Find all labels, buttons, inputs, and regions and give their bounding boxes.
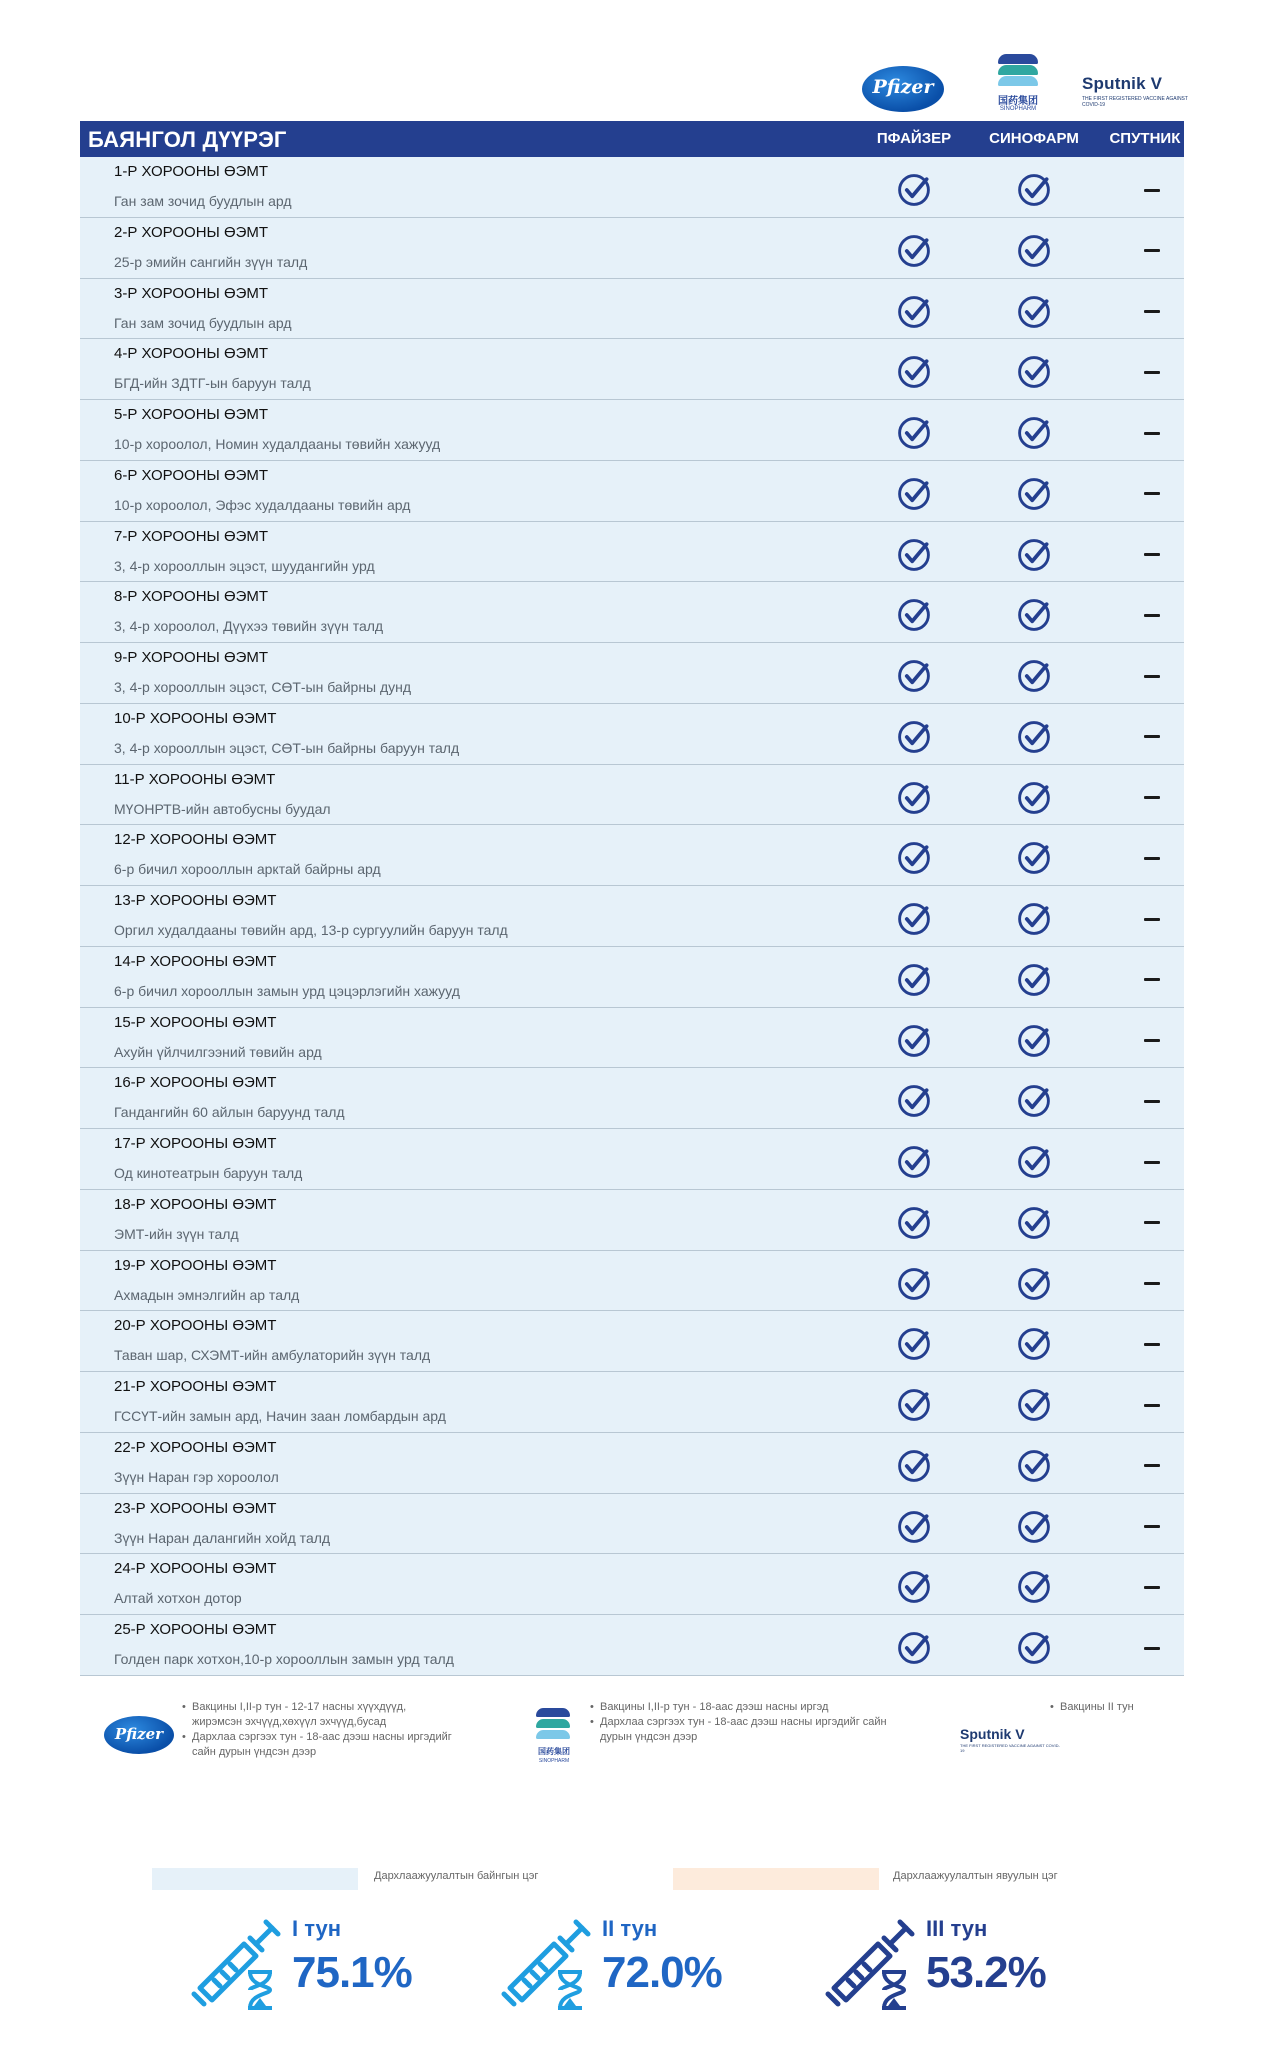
station-name: 25-Р ХОРООНЫ ӨЭМТ [114, 1621, 277, 1638]
pfizer-check-icon [854, 781, 974, 815]
station-address: 10-р хороолол, Эфэс худалдааны төвийн ард [114, 496, 411, 513]
sinopharm-check-icon [974, 1570, 1094, 1604]
sputnik-dash-icon [1092, 1267, 1212, 1301]
sinopharm-legend-text: • Вакцины I,II-р тун - 18-аас дээш насны иргэд • Дархлаа сэргээх тун - 18-аас дээш насны иргэдийг сайн дурын үндсэн дээр [590, 1700, 890, 1745]
pfizer-check-icon [854, 598, 974, 632]
pfizer-check-icon [854, 1024, 974, 1058]
sputnik-dash-icon [1092, 1510, 1212, 1544]
station-address: Ган зам зочид буудлын ард [114, 193, 292, 209]
station-name: 22-Р ХОРООНЫ ӨЭМТ [114, 1438, 277, 1456]
sinopharm-check-icon [974, 1327, 1094, 1361]
table-row [80, 339, 1184, 400]
dose-3-label: III тун [926, 1916, 988, 1941]
table-row [80, 947, 1184, 1008]
sputnik-dash-icon [1092, 355, 1212, 389]
table-row [80, 1494, 1184, 1555]
sputnik-dash-icon [1092, 1327, 1212, 1361]
pfizer-check-icon [854, 963, 974, 997]
sinopharm-check-icon [974, 1024, 1094, 1058]
sputnik-dash-icon [1092, 1206, 1212, 1240]
pfizer-check-icon [854, 1084, 974, 1118]
sputnik-dash-icon [1092, 1449, 1212, 1483]
sputnik-legend-text: • Вакцины II тун [1050, 1700, 1170, 1715]
station-address: ЭМТ-ийн зүүн талд [114, 1225, 239, 1242]
pfizer-check-icon [854, 295, 974, 329]
pfizer-check-icon [854, 538, 974, 572]
sputnik-dash-icon [1092, 538, 1212, 572]
sinopharm-check-icon [974, 234, 1094, 268]
station-address: Гандангийн 60 айлын баруунд талд [114, 1104, 345, 1121]
sputnik-logo: Sputnik V THE FIRST REGISTERED VACCINE AGAINST COVID-19 [1082, 74, 1188, 108]
mobile-point-swatch [673, 1868, 879, 1890]
station-name: 17-Р ХОРООНЫ ӨЭМТ [114, 1135, 277, 1152]
sinopharm-check-icon [974, 1267, 1094, 1301]
sinopharm-check-icon [974, 1145, 1094, 1179]
table-row [80, 1554, 1184, 1615]
station-name: 14-Р ХОРООНЫ ӨЭМТ [114, 952, 277, 970]
station-address: 3, 4-р хорооллын эцэст, СӨТ-ын байрны дунд [114, 679, 412, 695]
station-name: 19-Р ХОРООНЫ ӨЭМТ [114, 1256, 277, 1274]
sinopharm-check-icon [974, 963, 1094, 997]
station-name: 3-Р ХОРООНЫ ӨЭМТ [114, 284, 269, 302]
sinopharm-check-icon [974, 1084, 1094, 1118]
station-address: 25-р эмийн сангийн зүүн талд [114, 253, 308, 270]
station-name: 4-Р ХОРООНЫ ӨЭМТ [114, 345, 269, 363]
pfizer-check-icon [854, 173, 974, 207]
table-row [80, 1190, 1184, 1251]
pfizer-check-icon [854, 1631, 974, 1665]
station-address: ГССҮТ-ийн замын ард, Начин заан ломбардын ард [114, 1408, 446, 1424]
station-name: 12-Р ХОРООНЫ ӨЭМТ [114, 831, 277, 849]
table-row [80, 1372, 1184, 1433]
vaccine-legend [100, 1700, 1200, 1800]
pfizer-check-icon [854, 720, 974, 754]
dose-3-percent: 53.2% [926, 1948, 1046, 1997]
vaccine-logos [860, 52, 1190, 118]
station-name: 9-Р ХОРООНЫ ӨЭМТ [114, 649, 269, 666]
table-row [80, 1311, 1184, 1372]
sputnik-dash-icon [1092, 781, 1212, 815]
station-name: 8-Р ХОРООНЫ ӨЭМТ [114, 588, 269, 606]
sputnik-dash-icon [1092, 963, 1212, 997]
station-name: 24-Р ХОРООНЫ ӨЭМТ [114, 1560, 277, 1578]
table-row [80, 643, 1184, 704]
table-row [80, 1129, 1184, 1190]
pfizer-check-icon [854, 1510, 974, 1544]
sinopharm-check-icon [974, 355, 1094, 389]
table-row [80, 461, 1184, 522]
sputnik-dash-icon [1092, 477, 1212, 511]
table-row [80, 1251, 1184, 1312]
pfizer-legend-text: • Вакцины I,II-р тун - 12-17 насны хүүхдүүд, жирэмсэн эхчүүд,хөхүүл эхчүүд,бусад • Дархлаа сэргээх тун - 18-аас дээш насны иргэдийг сайн дурын үндсэн дээр [182, 1700, 452, 1760]
sinopharm-check-icon [974, 781, 1094, 815]
pfizer-check-icon [854, 234, 974, 268]
station-address: Ахуйн үйлчилгээний төвийн ард [114, 1043, 322, 1060]
table-row [80, 1433, 1184, 1494]
sputnik-dash-icon [1092, 416, 1212, 450]
dose-1-label: I тун [292, 1916, 342, 1941]
sputnik-dash-icon [1092, 720, 1212, 754]
station-name: 1-Р ХОРООНЫ ӨЭМТ [114, 163, 269, 180]
pfizer-check-icon [854, 1388, 974, 1422]
dose-2-stat [496, 1908, 796, 2018]
table-row [80, 1008, 1184, 1069]
table-row [80, 218, 1184, 279]
sputnik-dash-icon [1092, 841, 1212, 875]
pfizer-check-icon [854, 1267, 974, 1301]
station-name: 13-Р ХОРООНЫ ӨЭМТ [114, 892, 277, 909]
table-body [80, 157, 1184, 1676]
sputnik-dash-icon [1092, 598, 1212, 632]
station-address: 6-р бичил хорооллын арктай байрны ард [114, 861, 381, 878]
sputnik-dash-icon [1092, 1388, 1212, 1422]
syringe-hourglass-icon [186, 1908, 296, 2018]
pfizer-check-icon [854, 1327, 974, 1361]
fixed-point-label: Дархлаажуулалтын байнгын цэг [374, 1870, 539, 1882]
pfizer-check-icon [854, 659, 974, 693]
pfizer-logo: Pfizer [862, 66, 944, 112]
mobile-point-label: Дархлаажуулалтын явуулын цэг [893, 1870, 1058, 1882]
station-address: 3, 4-р хорооллын эцэст, шуудангийн урд [114, 557, 375, 574]
sinopharm-check-icon [974, 1631, 1094, 1665]
station-name: 23-Р ХОРООНЫ ӨЭМТ [114, 1499, 277, 1517]
station-address: Зүүн Наран далангийн хойд талд [114, 1529, 331, 1546]
pfizer-check-icon [854, 1206, 974, 1240]
station-name: 11-Р ХОРООНЫ ӨЭМТ [114, 770, 276, 788]
station-address: Оргил худалдааны төвийн ард, 13-р сургуулийн баруун талд [114, 922, 508, 938]
sinopharm-check-icon [974, 1388, 1094, 1422]
station-name: 16-Р ХОРООНЫ ӨЭМТ [114, 1074, 277, 1092]
table-row [80, 765, 1184, 826]
station-address: Голден парк хотхон,10-р хорооллын замын урд талд [114, 1651, 454, 1667]
sputnik-dash-icon [1092, 1145, 1212, 1179]
fixed-point-swatch [152, 1868, 358, 1890]
table-row [80, 1615, 1184, 1676]
pfizer-check-icon [854, 1449, 974, 1483]
station-address: Ахмадын эмнэлгийн ар талд [114, 1286, 300, 1303]
dose-1-stat [186, 1908, 486, 2018]
syringe-hourglass-icon [496, 1908, 606, 2018]
station-address: 10-р хороолол, Номин худалдааны төвийн хажууд [114, 436, 441, 452]
station-name: 18-Р ХОРООНЫ ӨЭМТ [114, 1195, 277, 1213]
station-name: 5-Р ХОРООНЫ ӨЭМТ [114, 406, 269, 423]
table-row [80, 704, 1184, 765]
sputnik-dash-icon [1092, 295, 1212, 329]
pfizer-check-icon [854, 1145, 974, 1179]
column-pfizer: ПФАЙЗЕР [876, 130, 952, 147]
station-address: 3, 4-р хорооллын эцэст, СӨТ-ын байрны баруун талд [114, 739, 460, 756]
pfizer-check-icon [854, 902, 974, 936]
sputnik-dash-icon [1092, 659, 1212, 693]
table-row [80, 582, 1184, 643]
sinopharm-check-icon [974, 659, 1094, 693]
sputnik-dash-icon [1092, 1631, 1212, 1665]
sinopharm-check-icon [974, 598, 1094, 632]
sinopharm-check-icon [974, 538, 1094, 572]
table-row [80, 886, 1184, 947]
sinopharm-check-icon [974, 1206, 1094, 1240]
column-sputnik: СПУТНИК V [1109, 130, 1195, 147]
sputnik-dash-icon [1092, 902, 1212, 936]
sputnik-dash-icon [1092, 1084, 1212, 1118]
table-row [80, 825, 1184, 886]
station-address: Алтай хотхон дотор [114, 1590, 242, 1607]
dose-1-percent: 75.1% [292, 1948, 412, 1997]
dose-2-label: II тун [602, 1916, 658, 1941]
station-address: 3, 4-р хороолол, Дүүхээ төвийн зүүн талд [114, 618, 384, 635]
pfizer-check-icon [854, 477, 974, 511]
table-row [80, 1068, 1184, 1129]
station-name: 7-Р ХОРООНЫ ӨЭМТ [114, 527, 269, 545]
station-name: 20-Р ХОРООНЫ ӨЭМТ [114, 1317, 277, 1335]
sinopharm-check-icon [974, 902, 1094, 936]
sinopharm-logo: 国药集团 SINOPHARM [990, 52, 1046, 118]
pfizer-check-icon [854, 1570, 974, 1604]
station-address: МҮОНРТВ-ийн автобусны буудал [114, 800, 331, 817]
vaccination-points-table [80, 121, 1195, 1676]
station-name: 21-Р ХОРООНЫ ӨЭМТ [114, 1378, 277, 1395]
dose-2-percent: 72.0% [602, 1948, 722, 1997]
syringe-hourglass-icon [820, 1908, 930, 2018]
column-sinopharm: СИНОФАРМ [989, 130, 1079, 147]
station-name: 2-Р ХОРООНЫ ӨЭМТ [114, 223, 269, 241]
station-address: 6-р бичил хорооллын замын урд цэцэрлэгийн хажууд [114, 982, 460, 999]
sinopharm-check-icon [974, 295, 1094, 329]
sinopharm-check-icon [974, 416, 1094, 450]
sputnik-dash-icon [1092, 1024, 1212, 1058]
sputnik-dash-icon [1092, 234, 1212, 268]
station-address: Зүүн Наран гэр хороолол [114, 1468, 279, 1485]
station-address: Од кинотеатрын баруун талд [114, 1165, 303, 1181]
station-address: Ган зам зочид буудлын ард [114, 314, 292, 331]
table-header [80, 121, 1195, 157]
pfizer-check-icon [854, 416, 974, 450]
district-title: БАЯНГОЛ ДҮҮРЭГ [88, 127, 287, 152]
sinopharm-check-icon [974, 720, 1094, 754]
sinopharm-check-icon [974, 477, 1094, 511]
station-name: 6-Р ХОРООНЫ ӨЭМТ [114, 466, 269, 484]
sinopharm-check-icon [974, 841, 1094, 875]
table-row [80, 279, 1184, 340]
station-address: Таван шар, СХЭМТ-ийн амбулаторийн зүүн талд [114, 1347, 431, 1364]
sinopharm-check-icon [974, 1449, 1094, 1483]
pfizer-check-icon [854, 841, 974, 875]
sputnik-logo: Sputnik V THE FIRST REGISTERED VACCINE AGAINST COVID-19 [960, 1726, 1060, 1753]
sputnik-dash-icon [1092, 173, 1212, 207]
sputnik-dash-icon [1092, 1570, 1212, 1604]
table-row [80, 522, 1184, 583]
table-row [80, 400, 1184, 461]
sinopharm-logo: 国药集团 SINOPHARM [530, 1704, 578, 1774]
pfizer-check-icon [854, 355, 974, 389]
sinopharm-check-icon [974, 1510, 1094, 1544]
station-name: 10-Р ХОРООНЫ ӨЭМТ [114, 709, 277, 727]
sinopharm-check-icon [974, 173, 1094, 207]
dose-3-stat [820, 1908, 1120, 2018]
station-name: 15-Р ХОРООНЫ ӨЭМТ [114, 1013, 277, 1031]
table-row [80, 157, 1184, 218]
pfizer-logo: Pfizer [104, 1716, 174, 1754]
station-address: БГД-ийн ЗДТГ-ын баруун талд [114, 375, 311, 392]
